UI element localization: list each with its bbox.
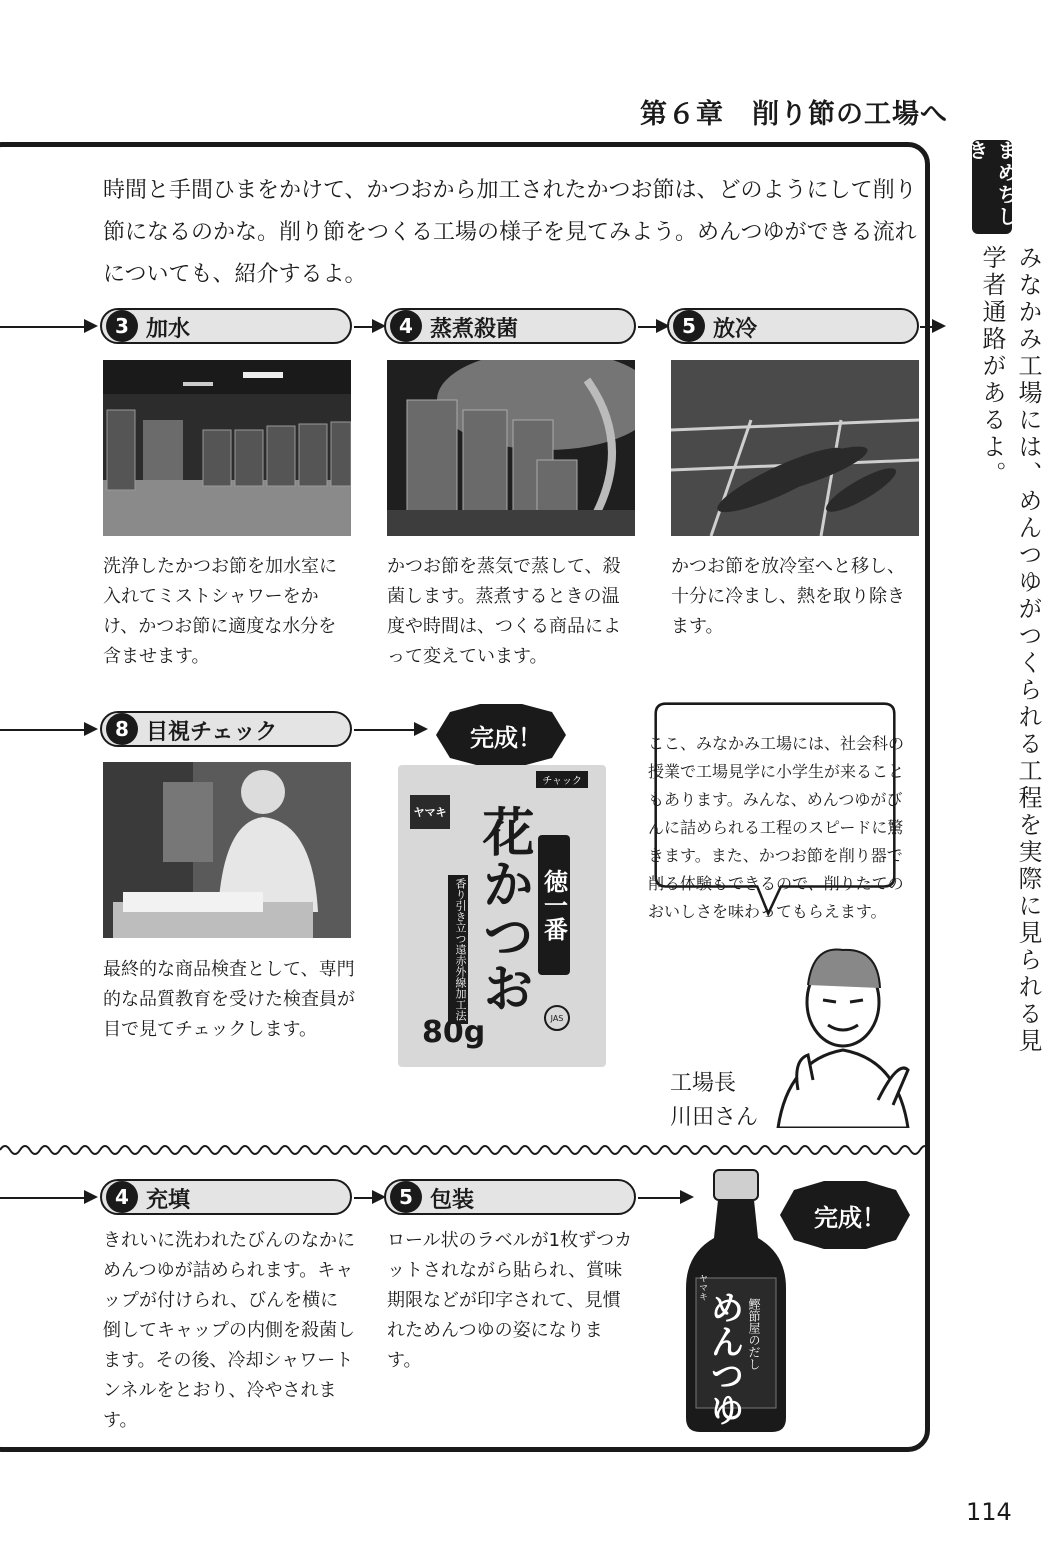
jas-mark: JAS [544, 1005, 570, 1031]
complete-label: 完成！ [814, 1204, 886, 1232]
step-caption: 最終的な商品検査として、専門的な品質教育を受けた検査員が目で見てチェックします。 [103, 959, 355, 1040]
step-caption: ロール状のラベルが1枚ずつカットされながら貼られ、賞味期限などが印字されて、見慣れためんつゆの姿になります。 [387, 1230, 633, 1371]
zip-tag: チャック [536, 771, 588, 788]
photo-visual-inspection [103, 762, 351, 938]
wavy-divider [0, 1140, 930, 1160]
step-label: 蒸煮殺菌 [430, 317, 519, 342]
flow-line [638, 1197, 684, 1199]
sidebar-text: みなかみ工場には、めんつゆがつくられる工程を実際に見られる見学者通路があるよ。 [978, 245, 1042, 1055]
product-name: 花かつお [473, 805, 533, 1013]
flow-line [0, 1197, 86, 1199]
brand-logo: ヤマキ [410, 795, 450, 829]
person-name: 川田さん [670, 1105, 759, 1130]
step-number: 8 [106, 713, 138, 745]
step-caption: 洗浄したかつお節を加水室に入れてミストシャワーをかけ、かつお節に適度な水分を含ませます。 [103, 556, 337, 667]
photo-water-room [103, 360, 351, 536]
photo-steam-sterilization [387, 360, 635, 536]
flow-arrow [84, 319, 98, 333]
photo-cooling-graphic [671, 360, 919, 536]
flow-line [0, 326, 86, 328]
product-package [398, 765, 606, 1067]
step-number: 5 [673, 310, 705, 342]
product-subtitle: 香り引き立つ遠赤外線加工法 [448, 875, 468, 1024]
factory-manager-illustration [768, 940, 918, 1128]
step-label: 充填 [146, 1188, 191, 1213]
step-label: 包装 [430, 1188, 475, 1213]
speech-text: ここ、みなかみ工場には、社会科の授業で工場見学に小学生が来ることもあります。みんな、めんつゆがびんに詰められる工程のスピードに驚きます。また、かつお節を削り器で削る体験もできるので、削りたてのおいしさを味わってもらえます。 [648, 734, 905, 921]
step-header [667, 308, 919, 344]
step-caption: きれいに洗われたびんのなかにめんつゆが詰められます。キャップが付けられ、びんを横に倒してキャップの内側を殺菌します。その後、冷却シャワートンネルをとおり、冷やされます。 [103, 1230, 355, 1431]
step-caption: かつお節を蒸気で蒸して、殺菌します。蒸煮するときの温度や時間は、つくる商品によって変えています。 [387, 556, 621, 667]
photo-inspection-graphic [103, 762, 351, 938]
step-number: 4 [106, 1181, 138, 1213]
flow-arrow [84, 1190, 98, 1204]
bottle-brand: ヤマキ [697, 1274, 707, 1301]
flow-arrow [84, 722, 98, 736]
step-header [384, 308, 636, 344]
page-number: 114 [966, 1498, 1012, 1526]
step-header [100, 308, 352, 344]
photo-cooling [671, 360, 919, 536]
step-label: 加水 [146, 317, 191, 342]
mamechishiki-tag: まめちしき [972, 140, 1012, 234]
step-header [100, 711, 352, 747]
photo-water-room-graphic [103, 360, 351, 536]
flow-line [354, 729, 416, 731]
flow-arrow [414, 722, 428, 736]
chapter-title: 第６章 削り節の工場へ [640, 99, 948, 130]
step-number: 4 [390, 310, 422, 342]
person-title: 工場長 [670, 1071, 737, 1096]
product-weight: 80g [422, 1015, 486, 1050]
intro-text: 時間と手間ひまをかけて、かつおから加工されたかつお節は、どのようにして削り節になるのかな。削り節をつくる工場の様子を見てみよう。めんつゆができる流れについても、紹介するよ。 [103, 178, 917, 287]
complete-label: 完成！ [470, 724, 542, 752]
step-label: 目視チェック [146, 720, 278, 745]
step-header [100, 1179, 352, 1215]
step-caption: かつお節を放冷室へと移し、十分に冷まし、熱を取り除きます。 [671, 556, 905, 637]
step-label: 放冷 [713, 317, 758, 342]
photo-steam-graphic [387, 360, 635, 536]
flow-arrow [932, 319, 946, 333]
step-number: 3 [106, 310, 138, 342]
step-header [384, 1179, 636, 1215]
bottle-sublabel: 鰹節屋のだし [747, 1298, 761, 1370]
flow-line [0, 729, 86, 731]
product-band: 徳一番 [538, 835, 570, 975]
bottle-label: めんつゆ [704, 1290, 744, 1426]
step-number: 5 [390, 1181, 422, 1213]
